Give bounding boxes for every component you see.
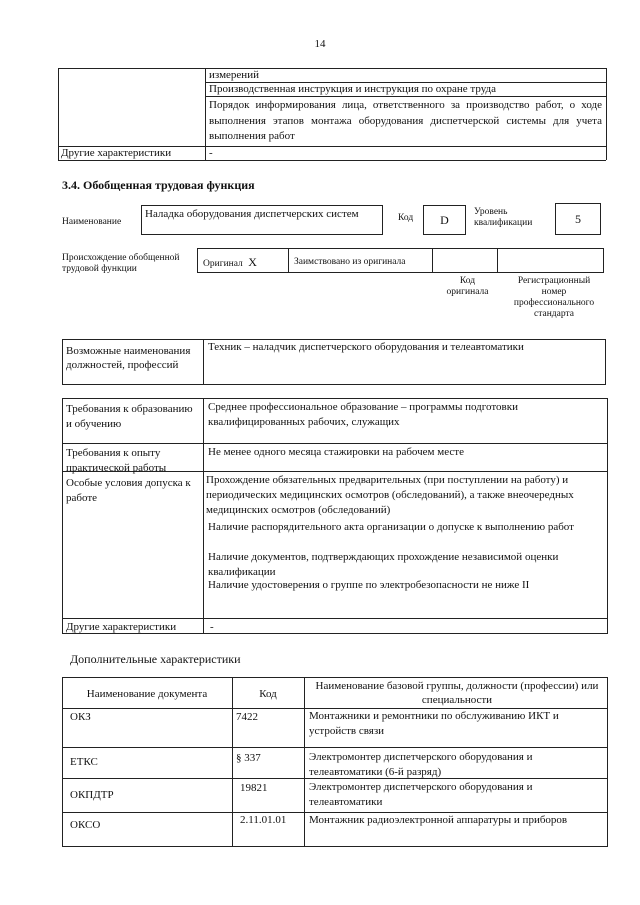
top-table-row-1: измерений xyxy=(209,69,259,81)
docs-row-name: Монтажник радиоэлектронной аппаратуры и приборов xyxy=(309,814,568,826)
function-level-value: 5 xyxy=(575,212,581,226)
origin-original-mark: X xyxy=(248,255,257,269)
admission-label: Особые условия допуска к работе xyxy=(66,477,191,504)
docs-header-doc: Наименование документа xyxy=(86,688,208,700)
top-table-row-2: Производственная инструкция и инструкция по охране труда xyxy=(209,83,496,95)
origin-reg-caption: Регистрационный номер профессионального стандарта xyxy=(513,276,595,319)
function-name-value: Наладка оборудования диспетчерских систем xyxy=(145,208,359,220)
requirements-other-label: Другие характеристики xyxy=(66,621,177,633)
function-level-label: Уровень квалификации xyxy=(474,207,533,228)
additional-title: Дополнительные характеристики xyxy=(70,652,241,666)
experience-label: Требования к опыту практической работы xyxy=(66,447,167,474)
docs-header-name: Наименование базовой группы, должности (профессии) или специальности xyxy=(315,680,599,706)
education-label: Требования к образованию и обучению xyxy=(66,403,193,430)
function-level-box xyxy=(555,203,601,235)
function-code-value: D xyxy=(440,213,449,227)
function-code-label: Код xyxy=(398,213,414,223)
origin-original-label: Оригинал X xyxy=(203,255,257,269)
top-table-row-3: Порядок информирования лица, ответственного за производство работ, о ходе выполнения этапов монтажа оборудования диспетчерской системы для учета выполнения работ xyxy=(209,99,602,142)
docs-row-doc: ЕТКС xyxy=(70,756,98,768)
positions-label: Возможные наименования должностей, профессий xyxy=(66,345,191,371)
top-table-other-label: Другие характеристики xyxy=(61,147,172,159)
function-name-box xyxy=(141,205,383,235)
section-title: 3.4. Обобщенная трудовая функция xyxy=(62,178,255,192)
page-number: 14 xyxy=(314,38,326,50)
admission-p2: Наличие распорядительного акта организации о допуске к выполнению работ xyxy=(208,521,574,533)
function-name-label: Наименование xyxy=(62,217,122,227)
admission-p1: Прохождение обязательных предварительных (при поступлении на работу) и периодических медицинских осмотров (обследований), а также внеочередных медицинских осмотров (обследований) xyxy=(206,474,574,516)
docs-row-code: 2.11.01.01 xyxy=(240,814,287,826)
docs-row-code: 19821 xyxy=(240,782,268,794)
docs-row-name: Электромонтер диспетчерского оборудования и телеавтоматики (6-й разряд) xyxy=(309,751,533,778)
docs-row-name: Монтажники и ремонтники по обслуживанию ИКТ и устройств связи xyxy=(309,710,559,737)
docs-row-name: Электромонтер диспетчерского оборудования и телеавтоматики xyxy=(309,781,533,808)
experience-value: Не менее одного месяца стажировки на рабочем месте xyxy=(208,446,464,458)
docs-row-doc: ОКЗ xyxy=(70,711,91,723)
origin-label: Происхождение обобщенной трудовой функции xyxy=(62,253,180,274)
top-table-other-value: - xyxy=(209,147,213,159)
requirements-other-value: - xyxy=(210,621,214,633)
docs-row-doc: ОКПДТР xyxy=(70,789,114,801)
education-value: Среднее профессиональное образование – программы подготовки квалифицированных рабочих, служащих xyxy=(208,401,518,428)
positions-value: Техник – наладчик диспетчерского оборудования и телеавтоматики xyxy=(208,341,524,353)
origin-code-caption: Код оригинала xyxy=(446,276,489,297)
origin-borrowed-label: Заимствовано из оригинала xyxy=(294,257,406,267)
docs-row-code: 7422 xyxy=(236,711,258,723)
admission-p4: Наличие удостоверения о группе по электробезопасности не ниже II xyxy=(208,579,530,591)
admission-p3: Наличие документов, подтверждающих прохождение независимой оценки квалификации xyxy=(208,551,559,578)
docs-row-code: § 337 xyxy=(236,752,261,764)
docs-header-code: Код xyxy=(259,688,277,700)
function-code-box xyxy=(423,205,466,235)
docs-row-doc: ОКСО xyxy=(70,819,101,831)
